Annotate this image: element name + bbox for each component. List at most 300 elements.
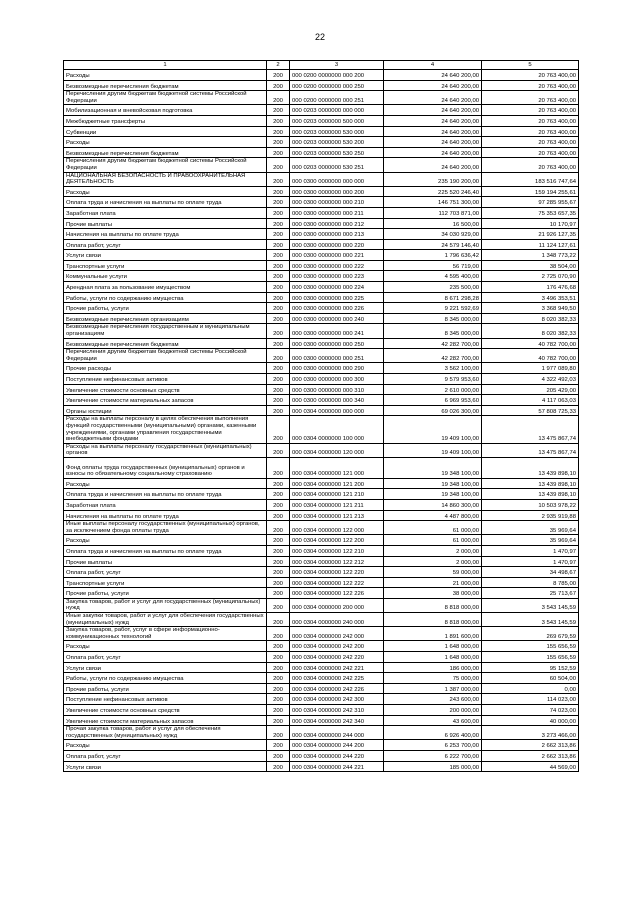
row-line-code-cell: 200 [267,186,290,197]
row-approved-amount-cell: 1 648 000,00 [384,641,482,652]
row-approved-amount-cell: 2 000,00 [384,545,482,556]
table-row [64,740,579,751]
row-budget-code-cell: 000 0300 0000000 000 222 [290,260,384,271]
row-line-code-cell: 200 [267,416,290,443]
row-name-cell: Субвенции [64,126,267,137]
row-line-code-cell: 200 [267,627,290,641]
header-row [64,61,579,70]
table-row [64,197,579,208]
table-row [64,292,579,303]
row-line-code-cell: 200 [267,567,290,578]
row-name-cell: Начисления на выплаты по оплате труда [64,510,267,521]
row-executed-amount-cell: 20 763 400,00 [482,80,579,91]
row-name-cell: Транспортные услуги [64,577,267,588]
table-row [64,715,579,726]
row-budget-code-cell: 000 0304 0000000 121 200 [290,478,384,489]
row-approved-amount-cell: 24 640 200,00 [384,158,482,172]
row-budget-code-cell: 000 0304 0000000 242 220 [290,652,384,663]
table-row [64,186,579,197]
row-name-cell: Работы, услуги по содержанию имущества [64,292,267,303]
table-row [64,662,579,673]
table-row [64,147,579,158]
budget-table [63,60,579,772]
row-name-cell: Перечисления другим бюджетам бюджетной системы Российской Федерации [64,349,267,363]
row-approved-amount-cell: 24 640 200,00 [384,91,482,105]
row-name-cell: Безвозмездные перечисления государственным и муниципальным организациям [64,324,267,338]
row-budget-code-cell: 000 0300 0000000 000 310 [290,384,384,395]
row-executed-amount-cell: 13 439 898,10 [482,478,579,489]
row-name-cell: Заработная плата [64,499,267,510]
table-row [64,416,579,443]
row-name-cell: Безвозмездные перечисления бюджетам [64,338,267,349]
row-line-code-cell: 200 [267,510,290,521]
row-approved-amount-cell: 34 030 929,00 [384,229,482,240]
table-row [64,126,579,137]
row-budget-code-cell: 000 0300 0000000 000 340 [290,395,384,406]
row-line-code-cell: 200 [267,271,290,282]
row-line-code-cell: 200 [267,324,290,338]
row-line-code-cell: 200 [267,70,290,81]
row-line-code-cell: 200 [267,147,290,158]
row-executed-amount-cell: 2 935 919,88 [482,510,579,521]
table-row [64,405,579,416]
row-executed-amount-cell: 8 020 382,33 [482,324,579,338]
row-budget-code-cell: 000 0300 0000000 000 290 [290,363,384,374]
row-approved-amount-cell: 19 348 100,00 [384,457,482,478]
table-row [64,105,579,116]
row-executed-amount-cell: 35 969,64 [482,535,579,546]
row-approved-amount-cell: 21 000,00 [384,577,482,588]
row-name-cell: Расходы на выплаты персоналу государственных (муниципальных) органов [64,443,267,457]
row-executed-amount-cell: 74 023,00 [482,705,579,716]
row-executed-amount-cell: 2 725 070,90 [482,271,579,282]
row-executed-amount-cell: 176 476,68 [482,282,579,293]
row-budget-code-cell: 000 0304 0000000 200 000 [290,598,384,612]
row-approved-amount-cell: 8 818 000,00 [384,613,482,627]
row-budget-code-cell: 000 0304 0000000 122 200 [290,535,384,546]
row-name-cell: Оплата труда и начисления на выплаты по оплате труда [64,197,267,208]
row-budget-code-cell: 000 0300 0000000 000 240 [290,313,384,324]
row-budget-code-cell: 000 0300 0000000 000 251 [290,349,384,363]
row-executed-amount-cell: 4 117 063,03 [482,395,579,406]
header-cell-5: 5 [482,61,579,70]
row-line-code-cell: 200 [267,250,290,261]
row-budget-code-cell: 000 0203 0000000 530 200 [290,137,384,148]
row-approved-amount-cell: 4 487 800,00 [384,510,482,521]
table-row [64,545,579,556]
row-executed-amount-cell: 20 763 400,00 [482,91,579,105]
row-name-cell: Прочие выплаты [64,556,267,567]
row-name-cell: Прочие работы, услуги [64,588,267,599]
row-approved-amount-cell: 6 253 700,00 [384,740,482,751]
row-executed-amount-cell: 8 785,00 [482,577,579,588]
row-executed-amount-cell: 1 470,97 [482,556,579,567]
table-row [64,535,579,546]
row-budget-code-cell: 000 0200 0000000 000 250 [290,80,384,91]
row-line-code-cell: 200 [267,535,290,546]
row-budget-code-cell: 000 0203 0000000 530 000 [290,126,384,137]
row-budget-code-cell: 000 0300 0000000 000 221 [290,250,384,261]
row-budget-code-cell: 000 0300 0000000 000 200 [290,186,384,197]
table-row [64,443,579,457]
row-line-code-cell: 200 [267,395,290,406]
table-row [64,384,579,395]
row-approved-amount-cell: 38 000,00 [384,588,482,599]
row-executed-amount-cell: 3 368 949,50 [482,303,579,314]
row-line-code-cell: 200 [267,91,290,105]
row-budget-code-cell: 000 0304 0000000 121 000 [290,457,384,478]
row-name-cell: Фонд оплаты труда государственных (муниципальных) органов и взносы по обязательному социальному страхованию [64,457,267,478]
row-line-code-cell: 200 [267,218,290,229]
table-row [64,229,579,240]
table-row [64,395,579,406]
row-budget-code-cell: 000 0304 0000000 122 226 [290,588,384,599]
header-cell-1: 1 [64,61,267,70]
row-name-cell: Перечисления другим бюджетам бюджетной системы Российской Федерации [64,91,267,105]
row-budget-code-cell: 000 0304 0000000 242 340 [290,715,384,726]
row-budget-code-cell: 000 0300 0000000 000 250 [290,338,384,349]
table-row [64,172,579,186]
row-approved-amount-cell: 61 000,00 [384,521,482,535]
row-executed-amount-cell: 13 475 867,74 [482,443,579,457]
row-executed-amount-cell: 269 679,59 [482,627,579,641]
row-approved-amount-cell: 6 222 700,00 [384,750,482,761]
row-line-code-cell: 200 [267,137,290,148]
row-name-cell: Оплата труда и начисления на выплаты по оплате труда [64,489,267,500]
row-approved-amount-cell: 8 818 000,00 [384,598,482,612]
row-executed-amount-cell: 75 353 657,35 [482,207,579,218]
row-name-cell: Коммунальные услуги [64,271,267,282]
row-executed-amount-cell: 20 763 400,00 [482,126,579,137]
row-budget-code-cell: 000 0304 0000000 000 000 [290,405,384,416]
table-row [64,457,579,478]
row-approved-amount-cell: 69 026 300,00 [384,405,482,416]
row-approved-amount-cell: 43 600,00 [384,715,482,726]
row-budget-code-cell: 000 0304 0000000 121 211 [290,499,384,510]
row-budget-code-cell: 000 0300 0000000 000 223 [290,271,384,282]
table-row [64,158,579,172]
row-line-code-cell: 200 [267,662,290,673]
row-line-code-cell: 200 [267,260,290,271]
row-approved-amount-cell: 42 282 700,00 [384,338,482,349]
table-row [64,613,579,627]
row-name-cell: Иные закупки товаров, работ и услуг для обеспечения государственных (муниципальных) нужд [64,613,267,627]
row-budget-code-cell: 000 0200 0000000 000 251 [290,91,384,105]
row-approved-amount-cell: 235 500,00 [384,282,482,293]
row-name-cell: Прочие расходы [64,363,267,374]
table-row [64,218,579,229]
row-approved-amount-cell: 243 600,00 [384,694,482,705]
row-budget-code-cell: 000 0304 0000000 244 000 [290,726,384,740]
row-budget-code-cell: 000 0304 0000000 242 310 [290,705,384,716]
row-line-code-cell: 200 [267,303,290,314]
table-row [64,598,579,612]
row-name-cell: Межбюджетные трансферты [64,115,267,126]
table-row [64,627,579,641]
row-budget-code-cell: 000 0304 0000000 242 225 [290,673,384,684]
row-executed-amount-cell: 1 348 773,22 [482,250,579,261]
row-approved-amount-cell: 146 751 300,00 [384,197,482,208]
row-approved-amount-cell: 24 640 200,00 [384,105,482,116]
row-line-code-cell: 200 [267,115,290,126]
row-executed-amount-cell: 1 977 089,80 [482,363,579,374]
row-executed-amount-cell: 3 496 353,51 [482,292,579,303]
row-name-cell: Расходы [64,740,267,751]
row-executed-amount-cell: 40 782 700,00 [482,349,579,363]
table-row [64,303,579,314]
table-row [64,70,579,81]
table-row [64,726,579,740]
row-budget-code-cell: 000 0300 0000000 000 000 [290,172,384,186]
row-name-cell: Работы, услуги по содержанию имущества [64,673,267,684]
row-name-cell: Прочие выплаты [64,218,267,229]
row-approved-amount-cell: 59 000,00 [384,567,482,578]
row-executed-amount-cell: 21 926 127,35 [482,229,579,240]
row-approved-amount-cell: 1 648 000,00 [384,652,482,663]
row-name-cell: Заработная плата [64,207,267,218]
row-line-code-cell: 200 [267,197,290,208]
row-approved-amount-cell: 112 703 871,00 [384,207,482,218]
row-approved-amount-cell: 24 640 200,00 [384,147,482,158]
table-body [64,70,579,772]
row-budget-code-cell: 000 0300 0000000 000 241 [290,324,384,338]
table-row [64,260,579,271]
row-budget-code-cell: 000 0203 0000000 000 000 [290,105,384,116]
row-budget-code-cell: 000 0304 0000000 244 200 [290,740,384,751]
row-name-cell: Мобилизационная и вневойсковая подготовка [64,105,267,116]
row-approved-amount-cell: 9 579 953,60 [384,374,482,385]
row-line-code-cell: 200 [267,705,290,716]
table-row [64,91,579,105]
row-executed-amount-cell: 38 504,00 [482,260,579,271]
row-budget-code-cell: 000 0304 0000000 242 221 [290,662,384,673]
row-executed-amount-cell: 20 763 400,00 [482,147,579,158]
row-line-code-cell: 200 [267,374,290,385]
row-executed-amount-cell: 20 763 400,00 [482,105,579,116]
row-name-cell: Расходы [64,137,267,148]
table-row [64,510,579,521]
row-executed-amount-cell: 57 808 725,33 [482,405,579,416]
row-approved-amount-cell: 1 796 636,42 [384,250,482,261]
row-line-code-cell: 200 [267,545,290,556]
row-approved-amount-cell: 24 640 200,00 [384,115,482,126]
header-cell-4: 4 [384,61,482,70]
table-row [64,271,579,282]
row-line-code-cell: 200 [267,313,290,324]
row-line-code-cell: 200 [267,694,290,705]
row-budget-code-cell: 000 0203 0000000 530 250 [290,147,384,158]
row-name-cell: Оплата работ, услуг [64,750,267,761]
row-name-cell: Увеличение стоимости основных средств [64,705,267,716]
row-budget-code-cell: 000 0300 0000000 000 226 [290,303,384,314]
row-approved-amount-cell: 3 562 100,00 [384,363,482,374]
row-executed-amount-cell: 1 470,97 [482,545,579,556]
row-budget-code-cell: 000 0304 0000000 121 210 [290,489,384,500]
row-executed-amount-cell: 40 782 700,00 [482,338,579,349]
row-budget-code-cell: 000 0304 0000000 122 220 [290,567,384,578]
row-executed-amount-cell: 20 763 400,00 [482,70,579,81]
row-executed-amount-cell: 13 475 867,74 [482,416,579,443]
table-row [64,761,579,772]
table-row [64,694,579,705]
row-approved-amount-cell: 61 000,00 [384,535,482,546]
row-line-code-cell: 200 [267,577,290,588]
row-executed-amount-cell: 10 503 978,22 [482,499,579,510]
row-line-code-cell: 200 [267,715,290,726]
row-name-cell: Прочие работы, услуги [64,303,267,314]
row-executed-amount-cell: 3 543 145,59 [482,613,579,627]
table-row [64,652,579,663]
row-budget-code-cell: 000 0304 0000000 242 300 [290,694,384,705]
table-row [64,499,579,510]
table-row [64,115,579,126]
row-executed-amount-cell: 205 429,00 [482,384,579,395]
row-name-cell: Закупка товаров, работ, услуг в сфере информационно-коммуникационных технологий [64,627,267,641]
row-name-cell: Увеличение стоимости материальных запасов [64,715,267,726]
row-executed-amount-cell: 40 000,00 [482,715,579,726]
row-executed-amount-cell: 44 569,00 [482,761,579,772]
table-row [64,349,579,363]
header-cell-3: 3 [290,61,384,70]
row-budget-code-cell: 000 0203 0000000 500 000 [290,115,384,126]
row-line-code-cell: 200 [267,750,290,761]
row-approved-amount-cell: 4 595 400,00 [384,271,482,282]
row-budget-code-cell: 000 0300 0000000 000 210 [290,197,384,208]
row-name-cell: Безвозмездные перечисления бюджетам [64,80,267,91]
row-name-cell: Оплата работ, услуг [64,652,267,663]
row-line-code-cell: 200 [267,489,290,500]
table-row [64,577,579,588]
table-row [64,137,579,148]
row-name-cell: Расходы [64,641,267,652]
row-name-cell: Безвозмездные перечисления бюджетам [64,147,267,158]
row-name-cell: Закупка товаров, работ и услуг для государственных (муниципальных) нужд [64,598,267,612]
row-line-code-cell: 200 [267,363,290,374]
table-row [64,556,579,567]
row-budget-code-cell: 000 0300 0000000 000 220 [290,239,384,250]
table-row [64,324,579,338]
row-approved-amount-cell: 24 640 200,00 [384,137,482,148]
row-name-cell: Расходы на выплаты персоналу в целях обеспечения выполнения функций государственными (муниципальными) органами, казенными учреждениями, органами управления государственными внебюджетными фондами [64,416,267,443]
table-row [64,489,579,500]
row-name-cell: Расходы [64,478,267,489]
row-name-cell: Услуги связи [64,250,267,261]
row-approved-amount-cell: 1 891 600,00 [384,627,482,641]
row-line-code-cell: 200 [267,457,290,478]
row-name-cell: Поступление нефинансовых активов [64,374,267,385]
row-budget-code-cell: 000 0203 0000000 530 251 [290,158,384,172]
row-budget-code-cell: 000 0304 0000000 244 221 [290,761,384,772]
row-approved-amount-cell: 24 640 200,00 [384,126,482,137]
row-name-cell: Оплата работ, услуг [64,567,267,578]
table-row [64,250,579,261]
row-line-code-cell: 200 [267,499,290,510]
row-executed-amount-cell: 13 439 898,10 [482,489,579,500]
row-budget-code-cell: 000 0304 0000000 121 213 [290,510,384,521]
row-approved-amount-cell: 225 520 246,40 [384,186,482,197]
row-budget-code-cell: 000 0300 0000000 000 211 [290,207,384,218]
row-line-code-cell: 200 [267,126,290,137]
row-approved-amount-cell: 200 000,00 [384,705,482,716]
table-row [64,641,579,652]
row-line-code-cell: 200 [267,598,290,612]
row-executed-amount-cell: 13 439 898,10 [482,457,579,478]
table-row [64,313,579,324]
table-row [64,239,579,250]
row-executed-amount-cell: 10 170,97 [482,218,579,229]
row-approved-amount-cell: 19 409 100,00 [384,443,482,457]
row-line-code-cell: 200 [267,282,290,293]
row-budget-code-cell: 000 0304 0000000 244 220 [290,750,384,761]
table-row [64,207,579,218]
row-budget-code-cell: 000 0300 0000000 000 224 [290,282,384,293]
row-name-cell: Услуги связи [64,761,267,772]
row-line-code-cell: 200 [267,761,290,772]
row-line-code-cell: 200 [267,613,290,627]
row-budget-code-cell: 000 0304 0000000 122 210 [290,545,384,556]
row-budget-code-cell: 000 0304 0000000 122 000 [290,521,384,535]
row-name-cell: Расходы [64,186,267,197]
row-approved-amount-cell: 19 348 100,00 [384,478,482,489]
table-row [64,338,579,349]
table-row [64,705,579,716]
row-name-cell: Увеличение стоимости основных средств [64,384,267,395]
row-name-cell: Арендная плата за пользование имуществом [64,282,267,293]
table-row [64,282,579,293]
row-line-code-cell: 200 [267,349,290,363]
row-name-cell: Транспортные услуги [64,260,267,271]
table-row [64,80,579,91]
row-line-code-cell: 200 [267,556,290,567]
row-name-cell: Услуги связи [64,662,267,673]
row-approved-amount-cell: 75 000,00 [384,673,482,684]
row-name-cell: Увеличение стоимости материальных запасов [64,395,267,406]
table-row [64,374,579,385]
row-approved-amount-cell: 8 345 000,00 [384,313,482,324]
row-line-code-cell: 200 [267,726,290,740]
row-name-cell: Оплата работ, услуг [64,239,267,250]
row-executed-amount-cell: 35 969,64 [482,521,579,535]
row-name-cell: Расходы [64,70,267,81]
row-line-code-cell: 200 [267,652,290,663]
row-executed-amount-cell: 20 763 400,00 [482,137,579,148]
row-executed-amount-cell: 20 763 400,00 [482,115,579,126]
row-approved-amount-cell: 14 860 300,00 [384,499,482,510]
row-approved-amount-cell: 24 579 146,40 [384,239,482,250]
row-approved-amount-cell: 6 969 953,60 [384,395,482,406]
row-line-code-cell: 200 [267,239,290,250]
row-executed-amount-cell: 0,00 [482,683,579,694]
header-cell-2: 2 [267,61,290,70]
row-name-cell: Органы юстиции [64,405,267,416]
row-line-code-cell: 200 [267,338,290,349]
row-approved-amount-cell: 16 500,00 [384,218,482,229]
row-executed-amount-cell: 25 713,67 [482,588,579,599]
row-budget-code-cell: 000 0304 0000000 242 226 [290,683,384,694]
row-line-code-cell: 200 [267,588,290,599]
row-executed-amount-cell: 97 285 955,67 [482,197,579,208]
row-line-code-cell: 200 [267,80,290,91]
row-line-code-cell: 200 [267,443,290,457]
row-line-code-cell: 200 [267,105,290,116]
row-approved-amount-cell: 9 221 592,69 [384,303,482,314]
row-approved-amount-cell: 24 640 200,00 [384,80,482,91]
row-executed-amount-cell: 4 322 492,03 [482,374,579,385]
row-line-code-cell: 200 [267,405,290,416]
row-executed-amount-cell: 3 273 466,00 [482,726,579,740]
row-line-code-cell: 200 [267,478,290,489]
row-budget-code-cell: 000 0300 0000000 000 300 [290,374,384,385]
